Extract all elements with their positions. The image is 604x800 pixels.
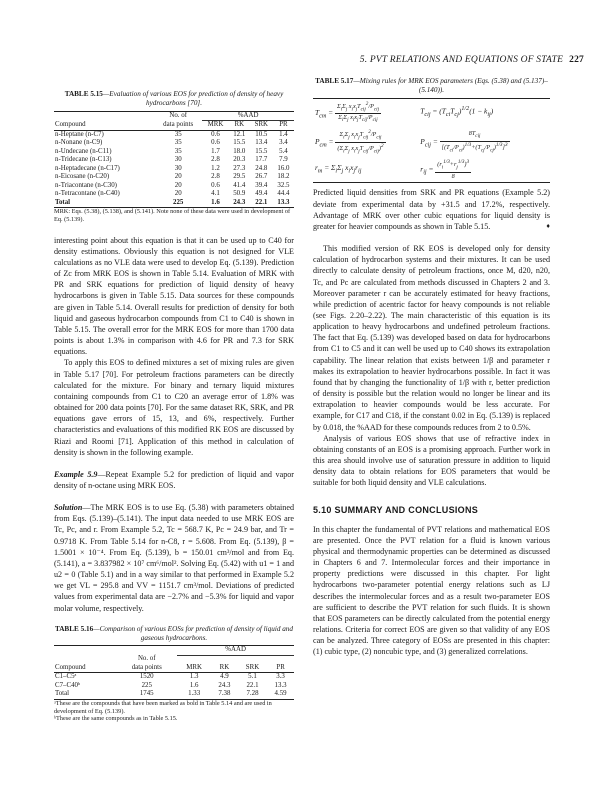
table-5-15-label: TABLE 5.15 [64,90,103,98]
table-row [54,139,294,148]
t515-points: 35 [174,130,182,138]
table-5-15-caption [54,90,294,109]
table-row [54,190,294,199]
predicted-densities-text: Predicted liquid densities from SRK and PR equations (Example 5.2) deviate from experimental data by +31.5 and 17.2%, respectively. Advantage of MRK over other cubic equations for liquid density is greater for heavier compounds as shown in Table 5.15. [313,188,550,231]
t516-points-head-2: data points [116,664,177,673]
t515-value: 16.0 [277,164,290,172]
example-text: —Repeat Example 5.2 for prediction of liquid and vapor density of n-octane using MRK EOS. [54,469,294,490]
t516-value: 1.3 [189,673,199,681]
t516-value: 24.3 [218,681,231,689]
t515-compound: n-Heptadecane (n-C17) [55,164,120,172]
paragraph-modified-rk: This modified version of RK EOS is developed only for density calculation of hydrocarbon systems and their mixtures. It can be used directly to calculate density of petroleum fractions, once M, d20, n20, Tc, and Pc are calculated from methods discussed in Chapters 2 and 3. Moreover parameter r can be accurately estimated for heavy fractions, while prediction of acentric factor for heavy compounds is not reliable (see Figs. 2.20–2.22). The main characteristic of this equation is its application to heavy hydrocarbons and undefined petroleum fractions. The fact that Eq. (5.139) was developed based on data for hydrocarbons from C1 to C5 and it can well be used up to C40 shows its extrapolation capability. The linear relation that exists between 1/β and parameter r makes its extrapolation to heavier hydrocarbons possible. In fact it was found that by changing the functionality of 1/β with r, better prediction of density is possible but the relation would no longer be linear and its extrapolation to heavier compounds would be less accurate. For example, for C17 and C18, if the constant 0.02 in Eq. (5.139) is replaced by 0.018, the %AAD for these compounds reduces from 2 to 0.5%. [313,244,550,432]
t515-value: 17.7 [255,156,268,164]
t515-value: 10.5 [255,130,268,138]
t515-total-label: Total [54,199,154,208]
table-5-16-label: TABLE 5.16 [54,624,94,633]
t515-points: 20 [174,173,182,181]
t516-value: 7.38 [211,690,238,699]
t515-group-head: %AAD [202,111,294,121]
t516-method-head: SRK [238,664,267,673]
t515-value: 49.4 [255,190,268,198]
end-of-example-icon: ♦ [546,221,550,230]
running-header [360,55,584,65]
t515-value: 24.3 [229,199,250,208]
mixing-rule-pcm: $P_{cm}$ = $\frac{\Sigma_i\Sigma_j x_ix_jT_{cij}^2/P_{cij}}{(\Sigma_i\Sigma_j x_ix_jT_{cij}/P_{cij})^2}$ [315,128,384,154]
paragraph-predicted-densities [313,187,550,232]
table-5-17-mixing-rules [313,98,550,184]
left-column [54,90,294,723]
solution-label: Solution [54,503,83,513]
t515-compound-head: Compound [54,121,154,131]
mixing-rule-rij: $r_{ij}$ = $\frac{(r_i^{1/3}+r_j^{1/3})^3}{8}$ [420,159,470,181]
t516-value: 1.33 [177,690,211,699]
paragraph-density-c40: interesting point about this equation is that it can be used up to C40 for density estimations. Obviously this equation is not designed for VLE calculations as no VLE data were used to develop Eq. (5.139). Prediction of Zc from MRK EOS is shown in Table 5.14. Evaluation of MRK with PR and SRK equations for prediction of liquid density of heavy hydrocarbons is given in Table 5.15. Data sources for these compounds are given in Table 5.14. Overall results for prediction of density for both liquid and gaseous hydrocarbon compounds from C1 to C40 is shown in Table 5.15. The overall error for the MRK EOS for more than 1700 data points is about 1.3% in comparison with 4.6 for PR and 7.3 for SRK equations. [54,235,294,357]
solution [54,502,294,614]
t515-value: 1.4 [279,130,288,138]
t515-value: 1.6 [202,199,229,208]
table-row [54,148,294,157]
table-5-16-caption-text: —Comparison of various EOSs for prediction of density of liquid and gaseous hydrocarbons. [93,624,293,642]
table-row [54,156,294,165]
t515-points-head-1: No. of [154,111,202,121]
table-total-row [54,690,294,699]
t515-value: 15.5 [233,139,246,147]
t515-value: 39.4 [255,181,268,189]
t516-compound: C7–C40ᵇ [55,681,81,689]
table-5-16-caption [54,625,294,644]
t516-value: 7.28 [238,690,267,699]
t515-points: 20 [174,190,182,198]
t515-compound: n-Heptane (n-C7) [55,130,104,138]
t515-points: 35 [174,139,182,147]
t516-points: 1520 [139,673,154,681]
t515-value: 24.8 [255,164,268,172]
table-row [54,165,294,174]
table-5-15 [54,111,294,209]
section-heading-summary: 5.10 SUMMARY AND CONCLUSIONS [313,504,479,515]
t515-points: 20 [174,181,182,189]
t515-value: 1.2 [211,164,220,172]
t516-value: 22.1 [246,681,259,689]
t516-compound-head: Compound [54,664,116,673]
table-5-16-note-b: ᵇThese are the same compounds as in Table 5.15. [54,715,178,723]
t515-value: 15.5 [255,147,268,155]
table-5-17-caption [313,77,550,96]
t515-value: 26.7 [255,173,268,181]
table-row [54,673,294,682]
table-5-16-note-a: ᵃThese are the compounds that have been marked as bold in Table 5.14 and are used in development of Eq. (5.139). [54,699,272,715]
table-5-17-caption-text: —Mixing rules for MRK EOS parameters (Eqs. (5.38) and (5.137)–(5.140)). [353,77,548,95]
t515-value: 12.1 [233,130,246,138]
t515-value: 2.8 [211,156,220,164]
t516-group-head: %AAD [177,646,294,656]
running-title: 5. PVT RELATIONS AND EQUATIONS OF STATE [359,55,564,65]
t515-value: 27.3 [233,164,246,172]
t516-points: 1745 [116,690,177,699]
t515-compound: n-Tridecane (n-C13) [55,156,112,164]
t515-value: 20.3 [233,156,246,164]
t515-value: 22.1 [250,199,273,208]
page-number: 227 [569,55,584,65]
mixing-rule-tcij: $T_{cij} = (T_{ci}T_{cj})^{1/2}(1 - k_{ij})$ [420,106,494,118]
right-column [313,77,550,658]
t515-value: 0.6 [211,139,220,147]
t515-method-head: MRK [202,121,229,131]
t515-value: 13.3 [273,199,294,208]
solution-text: —The MRK EOS is to use Eq. (5.38) with parameters obtained from Eqs. (5.139)–(5.141). The input data needed to use MRK EOS are Tc, Pc, and r. From Example 5.2, Tc = 568.7 K, Pc = 24.9 bar, and Tr = 0.9718 K. From Table 5.14 for n-C8, r = 5.608. From Eq. (5.139), β = 1.5001 × 10⁻⁴. From Eq. (5.139), b = 150.01 cm³/mol and from Eq. (5.141), a = 3.837982 × 10⁷ cm⁶/mol². Solving Eq. (5.42) with u1 = 1 and u2 = 0 (Table 5.1) and in a way similar to that performed in Example 5.2 we get VL = 295.8 and VV = 1151.7 cm³/mol. Deviations of predicted values from experimental data are −2.7% and −5.3% for liquid and vapor molar volume, respectively. [54,503,294,613]
t516-value: 3.3 [276,673,285,681]
t515-value: 5.4 [279,147,288,155]
t515-points: 225 [154,199,202,208]
t515-compound: n-Triacontane (n-C30) [55,181,117,189]
t516-points: 225 [141,681,152,689]
mixing-rule-pcij: $P_{cij}$ = $\frac{8T_{cij}}{[(T_{ci}/P_{ci})^{1/3}+(T_{cj}/P_{cj})^{1/3}]^3}$ [420,129,508,153]
t516-value: 4.9 [220,673,229,681]
t515-compound: n-Eicosane (n-C20) [55,173,110,181]
t515-method-head: RK [229,121,250,131]
table-5-16 [54,645,294,700]
t516-value: 1.6 [189,681,199,689]
t516-total-label: Total [54,690,116,699]
t515-value: 18.2 [277,173,290,181]
t516-method-head: MRK [177,664,211,673]
t515-points: 30 [174,164,182,172]
t515-points: 30 [174,156,182,164]
t516-value: 5.1 [248,673,257,681]
table-row [54,682,294,691]
t515-points: 35 [174,147,182,155]
mixing-rule-rm: $r_m = \Sigma_i\Sigma_j$ $x_ix_jr_{ij}$ [315,162,362,175]
t515-value: 29.5 [233,173,246,181]
paragraph-analysis: Analysis of various EOS shows that use of refractive index in obtaining constants of an EOS is a promising approach. Further work in this area should involve use of saturation pressure in addition to liquid density data to obtain relations for EOS parameters that would be suitable for both liquid density and VLE calculations. [313,433,550,488]
table-5-15-caption-text: —Evaluation of various EOS for prediction of density of heavy hydrocarbons [70]. [102,90,284,108]
t515-method-head: SRK [250,121,273,131]
t515-value: 0.6 [211,130,220,138]
t515-value: 7.9 [279,156,288,164]
t516-method-head: RK [211,664,238,673]
t515-compound: n-Tetracontane (n-C40) [55,190,120,198]
paragraph-summary: In this chapter the fundamental of PVT relations and mathematical EOS are presented. Once the PVT relation for a fluid is known various physical and thermodynamic properties can be determined as discussed in Chapters 6 and 7. Intermolecular forces and their importance in property predictions were discussed in this chapter. For light hydrocarbons two-parameter potential energy relations such as LJ describes the intermolecular forces and as a result two-parameter EOS are sufficient to describe the PVT relation for such fluids. It is shown that EOS parameters can be directly calculated from the potential energy relations. Criteria for correct EOS are given so that validity of any EOS can be analyzed. Three category of EOSs are presented in this chapter: (1) cubic type, (2) noncubic type, and (3) generalized correlations. [313,524,550,657]
t515-value: 1.7 [211,147,220,155]
t515-compound: n-Nonane (n-C9) [55,139,103,147]
t516-method-head: PR [267,664,294,673]
t515-value: 13.4 [255,139,268,147]
example-label: Example 5.9 [54,469,98,479]
table-row [54,182,294,191]
table-row [54,130,294,139]
t516-compound: C1–C5ᵃ [55,673,77,681]
t515-method-head: PR [273,121,294,131]
t515-points-head-2: data points [154,121,202,131]
t515-value: 41.4 [233,181,246,189]
t515-compound: n-Undecane (n-C11) [55,147,112,155]
t515-value: 18.0 [233,147,246,155]
t516-points-head-1: No. of [137,655,156,663]
t515-value: 50.9 [233,190,246,198]
mixing-rule-tcm: $T_{cm}$ = $\frac{\Sigma_i\Sigma_j x_ix_jT_{cij}^2/P_{cij}}{\Sigma_i\Sigma_j x_ix_jT_{cij}/P_{cij}}$ [315,100,380,124]
t516-value: 13.3 [274,681,287,689]
t515-value: 32.5 [277,181,290,189]
table-5-17-label: TABLE 5.17 [315,77,354,85]
table-5-15-note: MRK: Eqs. (5.38), (5.138), and (5.141). Note none of these data were used in development of Eq. (5.139). [54,208,291,223]
t515-value: 44.4 [277,190,290,198]
t515-value: 3.4 [279,139,288,147]
t515-value: 0.6 [211,181,220,189]
table-row [54,173,294,182]
t515-value: 2.8 [211,173,220,181]
example-5-9 [54,469,294,491]
t515-value: 4.1 [211,190,220,198]
paragraph-mixing-rules: To apply this EOS to defined mixtures a set of mixing rules are given in Table 5.17 [70]. For petroleum fractions parameters can be directly calculated for the mixture. For binary and ternary liquid mixtures containing compounds from C1 to C20 an average error of 1.8% was obtained for 200 data points [70]. For the same dataset RK, SRK, and PR equations gave errors of 15, 13, and 6%, respectively. Further characteristics and evaluations of this modified RK EOS are discussed by Riazi and Roomi [71]. Application of this method in calculation of density is shown in the following example. [54,358,294,457]
table-total-row [54,199,294,208]
t516-value: 4.59 [267,690,294,699]
